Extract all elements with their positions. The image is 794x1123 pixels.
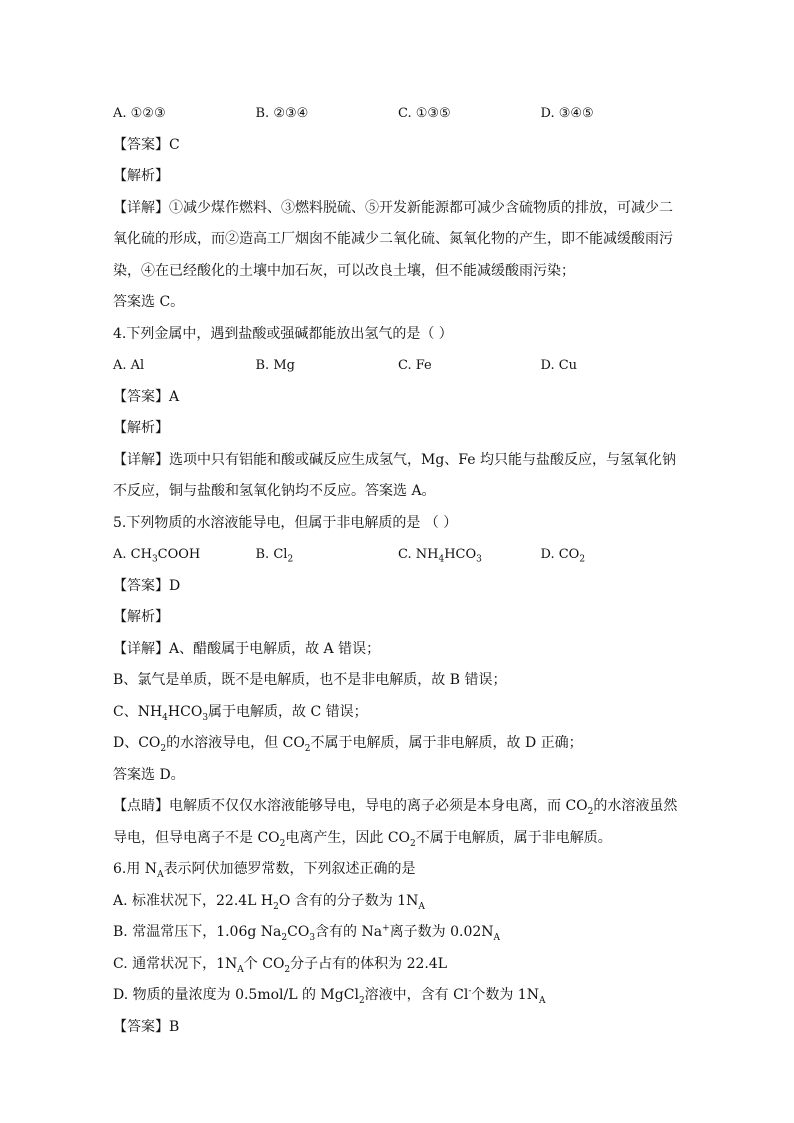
point-text: 不属于电解质，属于非电解质。 bbox=[415, 829, 612, 846]
detail-text: A、醋酸属于电解质，故 A 错误； bbox=[169, 640, 381, 657]
q6-option-c bbox=[113, 949, 683, 981]
option-text: A. 标准状况下，22.4L H bbox=[113, 892, 274, 909]
point-text: 电离产生，因此 CO bbox=[285, 829, 411, 846]
subscript: 2 bbox=[587, 806, 594, 817]
detail-text: ①减少煤作燃料、③燃料脱硫、⑤开发新能源都可减少含硫物质的排放，可减少二氧化硫的形成，而②造高工厂烟囱不能减少二氧化硫、氮氧化物的产生，即不能减缓酸雨污染，④在已经酸化的土壤中加石灰，可以改良土壤，但不能减缓酸雨污染； bbox=[113, 199, 673, 279]
q5-option-a bbox=[113, 539, 256, 571]
superscript: + bbox=[382, 923, 390, 934]
q3-option-c: C. ①③⑤ bbox=[398, 106, 451, 121]
q5-detail-d bbox=[113, 728, 683, 760]
subscript: 2 bbox=[279, 838, 286, 849]
q4-option-a: A. Al bbox=[113, 358, 145, 373]
q3-option-a: A. ①②③ bbox=[113, 106, 166, 121]
option-text: 个数为 1N bbox=[471, 987, 539, 1003]
option-text: 离子数为 0.02N bbox=[389, 924, 494, 940]
subscript: 2 bbox=[304, 743, 311, 754]
stem-text: 6.用 N bbox=[113, 861, 158, 877]
point-text: 的水溶液虽然导电，但导电离子不是 CO bbox=[113, 798, 678, 846]
q4-option-c: C. Fe bbox=[398, 358, 432, 373]
detail-tag: 【详解】 bbox=[113, 199, 169, 216]
option-text: D. 物质的量浓度为 0.5mol/L 的 MgCl bbox=[113, 987, 359, 1003]
point-tag: 【点睛】 bbox=[113, 798, 169, 814]
answer-tag: 【答案】 bbox=[113, 577, 169, 594]
q6-answer bbox=[113, 1012, 683, 1044]
q5-detail-c bbox=[113, 697, 683, 729]
detail-text: D、CO bbox=[113, 735, 161, 751]
q5-conclusion: 答案选 D。 bbox=[113, 766, 185, 783]
option-text: C. 通常状况下，1N bbox=[113, 955, 238, 972]
subscript: A bbox=[237, 964, 244, 975]
subscript: 2 bbox=[273, 901, 279, 912]
subscript: 2 bbox=[410, 838, 416, 849]
document-page bbox=[113, 98, 683, 1043]
q5-detail-b: B、氯气是单质，既不是电解质，也不是非电解质，故 B 错误； bbox=[113, 672, 507, 688]
option-text: D. CO bbox=[540, 547, 580, 562]
subscript: 2 bbox=[579, 554, 586, 565]
option-text: C. NH bbox=[398, 547, 439, 562]
q5-stem: 5.下列物质的水溶液能导电，但属于非电解质的是 （ ） bbox=[113, 514, 458, 531]
detail-text: 属于电解质，故 C 错误； bbox=[208, 703, 368, 720]
point-text: 电解质不仅仅水溶液能够导电，导电的离子必须是本身电离，而 CO bbox=[169, 798, 588, 814]
subscript: 4 bbox=[438, 554, 445, 565]
detail-tag: 【详解】 bbox=[113, 451, 169, 468]
q4-stem: 4.下列金属中，遇到盐酸或强碱都能放出氢气的是（ ） bbox=[113, 325, 453, 342]
subscript: 3 bbox=[202, 712, 209, 723]
option-text: COOH bbox=[157, 547, 201, 562]
q4-analysis-tag: 【解析】 bbox=[113, 420, 169, 436]
q5-detail-a bbox=[113, 634, 683, 666]
option-text: 分子占有的体积为 22.4L bbox=[290, 955, 448, 972]
subscript: 3 bbox=[309, 932, 316, 943]
answer-value: D bbox=[169, 577, 181, 594]
detail-text: C、NH bbox=[113, 703, 163, 720]
subscript: 2 bbox=[358, 995, 365, 1006]
q6-stem bbox=[113, 854, 683, 886]
detail-tag: 【详解】 bbox=[113, 640, 169, 657]
q5-option-b bbox=[256, 539, 399, 571]
q6-option-d bbox=[113, 980, 683, 1012]
q6-option-a bbox=[113, 886, 683, 918]
option-text: 个 CO bbox=[243, 955, 285, 972]
answer-tag: 【答案】 bbox=[113, 388, 169, 405]
q5-answer bbox=[113, 571, 683, 603]
subscript: 2 bbox=[281, 932, 288, 943]
superscript: - bbox=[468, 986, 472, 997]
q4-answer bbox=[113, 382, 683, 414]
q6-option-b bbox=[113, 917, 683, 949]
option-text: 溶液中，含有 Cl bbox=[364, 987, 469, 1003]
option-text: B. Cl bbox=[255, 547, 288, 562]
q3-analysis-tag: 【解析】 bbox=[113, 168, 169, 184]
subscript: A bbox=[538, 995, 546, 1006]
answer-value: C bbox=[169, 136, 180, 153]
q3-options bbox=[113, 98, 683, 130]
q5-option-d bbox=[541, 539, 684, 571]
q3-option-d: D. ③④⑤ bbox=[540, 106, 594, 121]
q5-option-c bbox=[398, 539, 541, 571]
detail-text: 选项中只有铝能和酸或碱反应生成氢气，Mg、Fe 均只能与盐酸反应，与氢氧化钠不反应，铜与盐酸和氢氧化钠均不反应。答案选 A。 bbox=[113, 451, 676, 499]
detail-text: HCO bbox=[167, 703, 203, 720]
q5-point bbox=[113, 791, 683, 854]
option-text: 含有的 Na bbox=[315, 924, 383, 940]
subscript: 4 bbox=[162, 712, 168, 723]
subscript: 3 bbox=[476, 554, 482, 565]
subscript: 2 bbox=[287, 554, 294, 565]
q4-option-b: B. Mg bbox=[255, 358, 295, 373]
option-text: B. 常温常压下，1.06g Na bbox=[113, 924, 282, 940]
subscript: A bbox=[157, 869, 164, 880]
q5-options bbox=[113, 539, 683, 571]
option-text: A. CH bbox=[113, 547, 152, 562]
option-text: HCO bbox=[444, 547, 477, 562]
q4-detail bbox=[113, 445, 683, 508]
stem-text: 表示阿伏加德罗常数，下列叙述正确的是 bbox=[163, 861, 416, 877]
detail-text: 不属于电解质，属于非电解质，故 D 正确； bbox=[310, 735, 583, 751]
q4-option-d: D. Cu bbox=[540, 358, 578, 373]
q4-options bbox=[113, 350, 683, 382]
answer-value: B bbox=[169, 1018, 180, 1035]
answer-value: A bbox=[169, 388, 180, 405]
subscript: 3 bbox=[151, 554, 158, 565]
subscript: A bbox=[493, 932, 501, 943]
detail-text: 的水溶液导电，但 CO bbox=[166, 735, 305, 751]
answer-tag: 【答案】 bbox=[113, 136, 169, 153]
q3-answer bbox=[113, 130, 683, 162]
subscript: A bbox=[418, 901, 425, 912]
subscript: 2 bbox=[284, 964, 291, 975]
q3-option-b: B. ②③④ bbox=[255, 106, 309, 121]
q3-detail bbox=[113, 193, 683, 288]
answer-tag: 【答案】 bbox=[113, 1018, 169, 1035]
option-text: O 含有的分子数为 1N bbox=[278, 892, 419, 909]
option-text: CO bbox=[287, 924, 310, 940]
q5-analysis-tag: 【解析】 bbox=[113, 609, 169, 625]
q3-conclusion: 答案选 C。 bbox=[113, 294, 185, 310]
subscript: 2 bbox=[160, 743, 167, 754]
